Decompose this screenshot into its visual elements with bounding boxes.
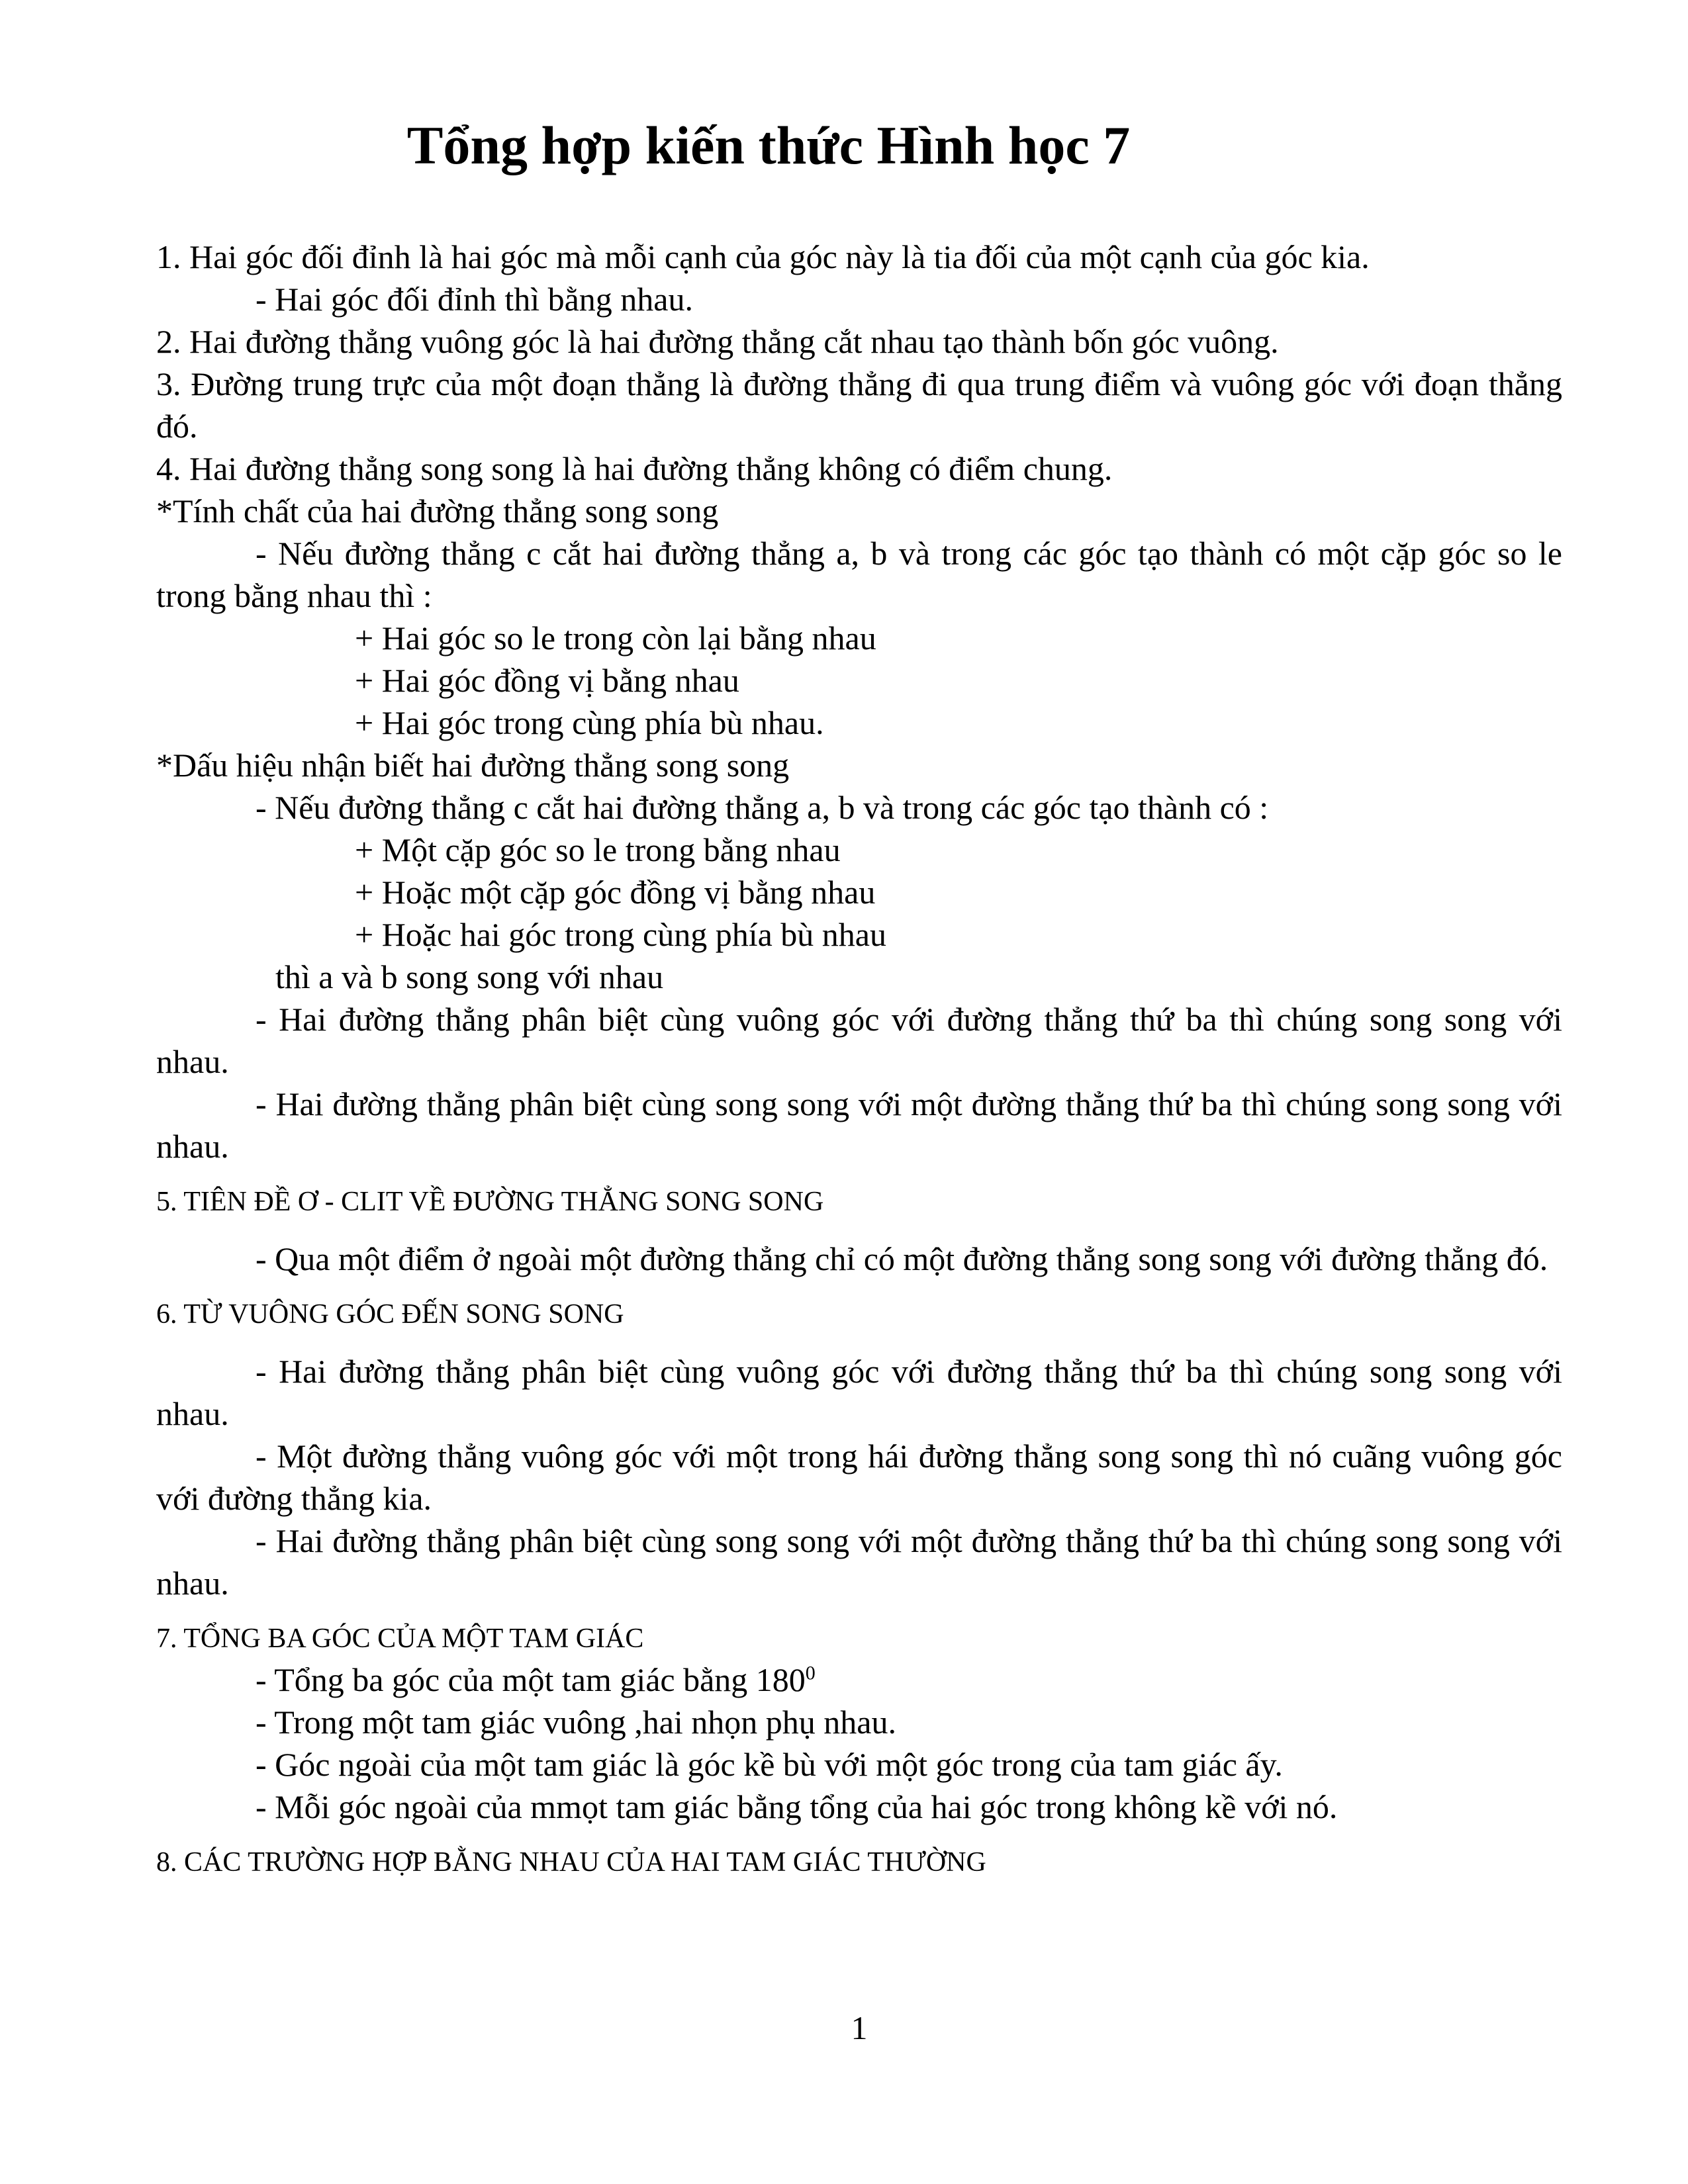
section-3-definition: 3. Đường trung trực của một đoạn thẳng là đường thẳng đi qua trung điểm và vuông góc với đoạn thẳng đó. — [156, 365, 1562, 445]
section-4-property-title: *Tính chất của hai đường thẳng song song — [156, 492, 719, 529]
section-4-sign-conclusion: thì a và b song song với nhau — [275, 958, 664, 995]
page-number: 1 — [851, 2009, 868, 2046]
list-item: + Hoặc hai góc trong cùng phía bù nhau — [355, 916, 886, 953]
section-1-property: - Hai góc đối đỉnh thì bằng nhau. — [256, 281, 693, 318]
degree-superscript: 0 — [805, 1662, 816, 1684]
document-body — [156, 236, 1562, 1898]
section-4-extra-1: - Hai đường thẳng phân biệt cùng vuông góc với đường thẳng thứ ba thì chúng song song với nhau. — [156, 1001, 1562, 1080]
document-page — [156, 0, 1562, 2184]
section-4-sign-text: - Nếu đường thẳng c cắt hai đường thẳng a, b và trong các góc tạo thành có : — [256, 789, 1269, 826]
section-7-item-4: - Mỗi góc ngoài của mmọt tam giác bằng tổng của hai góc trong không kề với nó. — [256, 1788, 1338, 1825]
section-4-sign-title: *Dấu hiệu nhận biết hai đường thẳng song song — [156, 747, 790, 784]
section-6-item-2: - Một đường thẳng vuông góc với một trong hái đường thẳng song song thì nó cuãng vuông góc với đường thẳng kia. — [156, 1437, 1562, 1517]
section-2-definition: 2. Hai đường thẳng vuông góc là hai đường thẳng cắt nhau tạo thành bốn góc vuông. — [156, 323, 1279, 360]
section-1-definition: 1. Hai góc đối đỉnh là hai góc mà mỗi cạnh của góc này là tia đối của một cạnh của góc kia. — [156, 238, 1370, 275]
section-5-heading: 5. TIÊN ĐỀ Ơ - CLIT VỀ ĐƯỜNG THẲNG SONG SONG — [156, 1187, 824, 1217]
section-7-item-3: - Góc ngoài của một tam giác là góc kề bù với một góc trong của tam giác ấy. — [256, 1746, 1283, 1783]
list-item: + Hai góc so le trong còn lại bằng nhau — [355, 619, 876, 657]
section-6-heading: 6. TỪ VUÔNG GÓC ĐẾN SONG SONG — [156, 1299, 624, 1330]
list-item: + Hai góc trong cùng phía bù nhau. — [355, 704, 824, 741]
section-4-property-text: - Nếu đường thẳng c cắt hai đường thẳng a, b và trong các góc tạo thành có một cặp góc so le trong bằng nhau thì : — [156, 535, 1562, 614]
section-5-text: - Qua một điểm ở ngoài một đường thẳng chỉ có một đường thẳng song song với đường thẳng đó. — [256, 1240, 1548, 1277]
section-4-extra-2: - Hai đường thẳng phân biệt cùng song song với một đường thẳng thứ ba thì chúng song song với nhau. — [156, 1085, 1562, 1165]
section-8-heading: 8. CÁC TRƯỜNG HỢP BẰNG NHAU CỦA HAI TAM GIÁC THƯỜNG — [156, 1847, 986, 1878]
section-7-item-1 — [156, 1659, 1562, 1701]
list-item: + Hai góc đồng vị bằng nhau — [355, 662, 739, 699]
list-item: + Hoặc một cặp góc đồng vị bằng nhau — [355, 874, 876, 911]
document-title: Tổng hợp kiến thức Hình học 7 — [406, 115, 1131, 175]
section-6-item-1: - Hai đường thẳng phân biệt cùng vuông góc với đường thẳng thứ ba thì chúng song song với nhau. — [156, 1353, 1562, 1432]
section-6-item-3: - Hai đường thẳng phân biệt cùng song song với một đường thẳng thứ ba thì chúng song song với nhau. — [156, 1522, 1562, 1602]
section-4-definition: 4. Hai đường thẳng song song là hai đường thẳng không có điểm chung. — [156, 450, 1113, 487]
section-7-heading: 7. TỔNG BA GÓC CỦA MỘT TAM GIÁC — [156, 1623, 644, 1654]
section-7-item-1-text: - Tổng ba góc của một tam giác bằng 180 — [256, 1661, 806, 1698]
section-7-item-2: - Trong một tam giác vuông ,hai nhọn phụ nhau. — [256, 1704, 896, 1741]
list-item: + Một cặp góc so le trong bằng nhau — [355, 831, 841, 868]
